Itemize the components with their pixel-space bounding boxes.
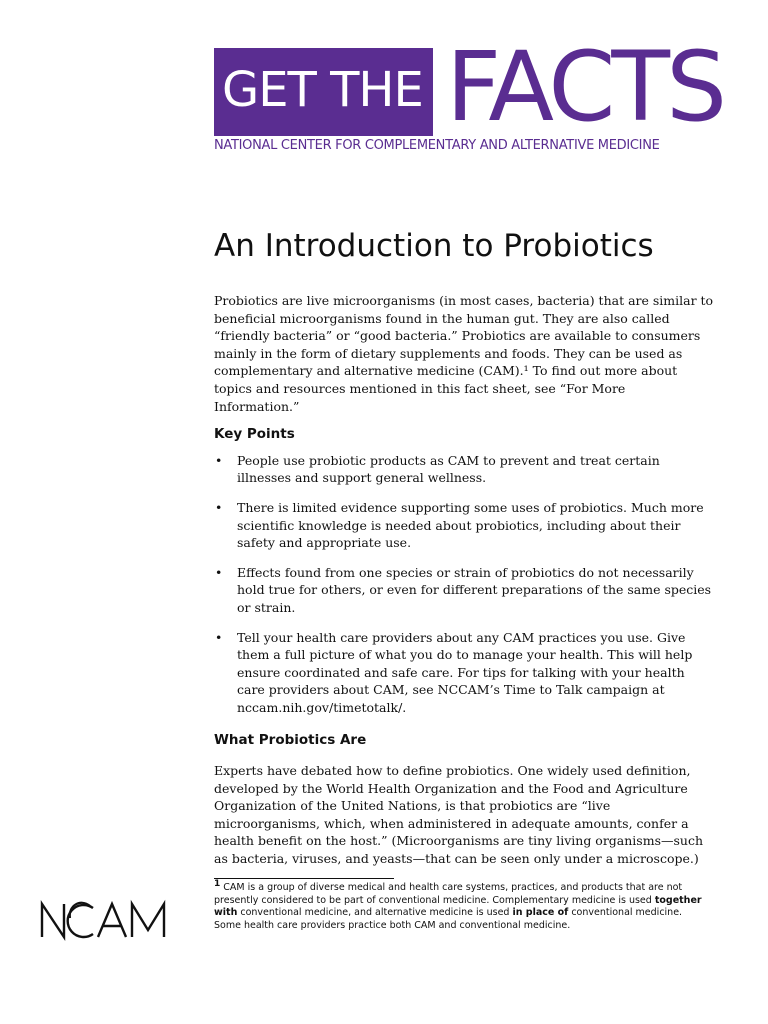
intro-paragraph: Probiotics are live microorganisms (in most cases, bacteria) that are similar to beneficial microorganisms found in the human gut. They are also called “friendly bacteria” or “good bacteria.” Probiotics are available to consumers mainly in the form of dietary supplements and foods. They can be used as complementary and alternative medicine (CAM).¹ To find out more about topics and resources mentioned in this fact sheet, see “For More Information.”	[214, 293, 714, 414]
list-item	[214, 499, 714, 552]
what-probiotics-are-paragraph: Experts have debated how to define probiotics. One widely used definition, developed by the World Health Organization and the Food and Agriculture Organization of the United Nations, is that probiotics are “live microorganisms, which, when administered in adequate amounts, confer a health benefit on the host.” (Microorganisms are tiny living organisms—such as bacteria, viruses, and yeasts—that can be seen only under a microscope.)	[214, 763, 703, 867]
nccam-logo	[38, 894, 188, 944]
footnote-divider	[214, 878, 394, 879]
list-item	[214, 629, 714, 717]
list-item-text: Effects found from one species or strain of probiotics do not necessarily hold true for others, or even for different preparations of the same species or strain.	[237, 564, 712, 615]
page-title: An Introduction to Probiotics	[214, 228, 654, 264]
list-item	[214, 452, 714, 487]
get-the-facts-banner	[214, 31, 723, 156]
banner-facts: FACTS	[446, 31, 723, 143]
key-points-heading: Key Points	[214, 426, 295, 443]
list-item	[214, 564, 714, 617]
bullet-icon: •	[215, 629, 223, 645]
bullet-icon: •	[215, 564, 223, 580]
footnote-bold-together-with: together with	[214, 894, 702, 919]
bullet-icon: •	[215, 452, 223, 468]
list-item-text: There is limited evidence supporting some uses of probiotics. Much more scientific knowledge is needed about probiotics, including about their safety and appropriate use.	[237, 499, 704, 551]
what-probiotics-are-heading: What Probiotics Are	[214, 732, 367, 749]
footnote	[214, 878, 704, 932]
banner-get-the: GET THE	[222, 62, 423, 118]
key-points-list	[214, 452, 714, 717]
list-item-text: Tell your health care providers about any CAM practices you use. Give them a full picture of what you do to manage your health. This will help ensure coordinated and safe care. For tips for talking with your health care providers about CAM, see NCCAM’s Time to Talk campaign at nccam.nih.gov/timetotalk/.	[237, 629, 693, 715]
footnote-text-2: conventional medicine, and alternative medicine is used	[237, 907, 513, 919]
nccam-logo-mark	[38, 894, 188, 944]
footnote-text-3: conventional medicine. Some health care providers practice both CAM and conventional medicine.	[214, 907, 683, 931]
footnote-marker: 1	[214, 878, 221, 889]
list-item-text: People use probiotic products as CAM to prevent and treat certain illnesses and support general wellness.	[237, 452, 660, 486]
banner-organization-name: NATIONAL CENTER FOR COMPLEMENTARY AND ALTERNATIVE MEDICINE	[214, 138, 660, 153]
main-content	[214, 292, 714, 868]
bullet-icon: •	[215, 499, 223, 515]
footnote-text-1: CAM is a group of diverse medical and health care systems, practices, and products that are not presently considered to be part of conventional medicine. Complementary medicine is used	[214, 882, 683, 906]
footnote-bold-in-place-of: in place of	[512, 907, 569, 919]
